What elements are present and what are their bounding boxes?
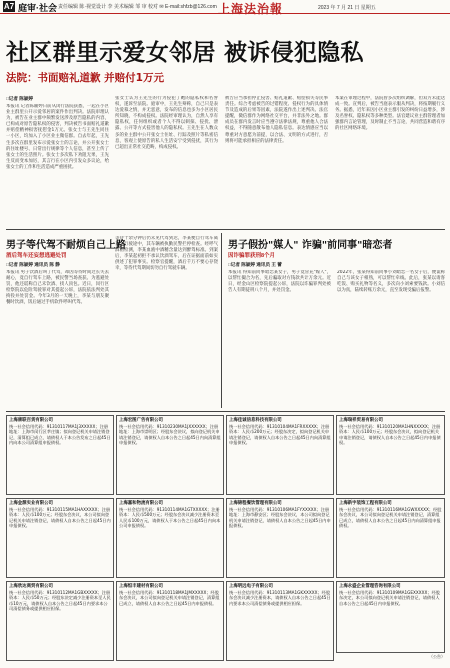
notice-title: 上海瑞祥贸易有限公司 xyxy=(339,418,383,423)
main-column-4: 本案在审理过程中，法院曾多次组织调解，但双方未能达成一致。宣判后，被告当庭表示服从判决，将按期履行义务。据悉，近年来因小区业主群引发的纠纷日益增多，涉及名誉权、隐私权等多种类型。法官建议业主群管理者加强群内言论管理，及时制止不当言论，共同营造和谐有序的社区网络环境。 xyxy=(335,96,445,132)
story3-column-2: 2022年，张某得知前同事小刘暗恋一名女子后，便谎称自己与该女子相熟，可以帮忙牵线。此后，张某以请客吃饭、购买礼物等名义，多次向小刘索要钱款。小刘信以为真，陆续转账万余元，直至发现受骗后报警。 xyxy=(337,270,445,294)
main-byline: □记者 陈颖婷 xyxy=(6,96,34,101)
story3-byline: □记者 陈颖婷 通讯员 王 蕾 xyxy=(228,262,282,267)
notice-box xyxy=(226,415,334,495)
main-headline: 社区群里示爱女邻居 被诉侵犯隐私 xyxy=(6,40,364,66)
notice-title: 上海金源实业有限公司 xyxy=(9,501,53,506)
story2-column-1: 本报讯 男子饮酒后叫了代驾，却因等待时间过长失去耐心，竟自行驾车上路，被民警当场查获。为逃避处罚，他还谎称自己未饮酒、找人顶包。近日，闵行区检察院以危险驾驶罪对其提起公诉，法院依法判处其拘役并处罚金。今年3月的一天晚上，李某与朋友聚餐时饮酒，饭后通过手机软件呼叫代驾。 xyxy=(6,270,109,306)
notice-box xyxy=(226,581,334,661)
notice-box xyxy=(336,498,445,578)
notice-box xyxy=(336,415,445,495)
notice-body: 统一社会信用代码：91310115MA1HAXXXXX；注册资本：人民币100万元；经股东会决议，本公司拟向登记机关申请注销登记，请债权人自本公告之日起45日内申报债权。 xyxy=(9,506,111,529)
story2-headline: 男子等代驾不耐烦自己上路 xyxy=(6,240,126,251)
notice-body: 统一社会信用代码：91310109MA1GEXXXXX；经股东决定，本公司拟向登记机关申请注销登记，请债权人自本公告之日起45日内申报债权。 xyxy=(339,589,440,606)
notices-column-1 xyxy=(6,415,114,662)
story2-subhead: 酒后驾车还妄想逃避处罚 xyxy=(6,253,67,259)
notice-body: 统一社会信用代码：91310117MA1J3XXXXX；注册地址：上海市闵行区莘庄镇；拟向登记机关申请注销登记，清算组已成立，请债权人于本公告发布之日起45日内向本公司清算组申报债权。 xyxy=(9,423,111,446)
notices-footer: （公告） xyxy=(429,654,445,659)
notice-box xyxy=(226,498,334,578)
notice-box xyxy=(6,581,114,661)
notice-title: 上海恒丰建材有限公司 xyxy=(119,584,163,589)
page-number: A7 xyxy=(3,2,15,11)
story3-column-1: 本报讯 得知前同事暗恋某女子，男子竟冒充"媒人"，以帮忙撮合为名，先后骗取对方钱款共计万余元。近日，经金山区检察院提起公诉，法院以诈骗罪判处被告人有期徒刑八个月，并处罚金。 xyxy=(228,270,331,294)
notice-body: 统一社会信用代码：91310116MA1GWXXXXX；经股东会决议，本公司拟向登记机关申请注销登记，清算组已成立，请债权人自本公告之日起45日内向清算组申报债权。 xyxy=(339,506,442,529)
main-column-1: 本报讯 记者陈颖婷日前从闵行法院获悉，一起在小区业主群里公开示爱邻居的案件作出判决。法院审理认为，被告在业主群中频繁发送涉及原告隐私的内容，已构成对原告隐私权的侵害，判决被告书面赔礼道歉并赔偿精神损害抚慰金1万元。张女士与王先生同住一小区，均加入了小区业主微信群。自去年起，王先生多次在群里发布示爱张女士的言论，并公开张女士的住址楼号、日常出行规律等个人信息，甚至上传了张女士的生活照片。张女士多次私下劝阻无果，王先生反而变本加厉，其言行在小区内引发众多议论，给张女士的工作和生活造成严重困扰。 xyxy=(6,104,109,170)
notice-title: 上海嘉和物流有限公司 xyxy=(119,501,163,506)
notices-column-3 xyxy=(226,415,334,662)
notice-body: 统一社会信用代码：91310118MA1JMXXXXX；经股东会决议，本公司拟向登记机关申请注销登记，清算组已成立，请债权人自本公告之日起45日内申报债权。 xyxy=(119,589,220,606)
notices-column-2 xyxy=(116,415,224,662)
notice-box xyxy=(336,581,445,653)
notice-title: 上海宏图广告有限公司 xyxy=(119,418,163,423)
notice-box xyxy=(116,498,224,578)
notice-box xyxy=(116,581,224,661)
notice-title: 上海欣达商贸有限公司 xyxy=(9,584,53,589)
notice-body: 统一社会信用代码：91310113MA1GKXXXXX；经股东会决议减少注册资本，请债权人自本公告之日起45日内要求本公司清偿债务或提供相应担保。 xyxy=(229,589,331,606)
notice-body: 统一社会信用代码：91310106MA1FYXXXXX；注册地址：上海市静安区；经股东会决议，本公司拟向登记机关申请注销登记，请债权人自本公告之日起45日内申报债权。 xyxy=(229,506,331,529)
divider xyxy=(6,229,445,230)
issue-date: 2023 年 7 月 21 日 星期五 xyxy=(318,5,376,11)
notice-box xyxy=(6,415,114,495)
notice-body: 统一社会信用代码：91310120MA1HNXXXXX；注册资本：人民币100万元；经股东会决议，拟向登记机关申请注销登记，请债权人自本公告之日起45日内申报债权。 xyxy=(339,423,441,446)
notice-title: 上海新宇装饰工程有限公司 xyxy=(339,501,392,506)
newspaper-brand: 上海法治報 xyxy=(218,2,284,16)
notice-title: 上海康联百货有限公司 xyxy=(9,418,53,423)
notice-body: 统一社会信用代码：91310104MA1FRXXXXX；注册资本：人民币200万元；经股东决定，拟向登记机关申请注销登记，请债权人自本公告之日起45日内向清算组申报债权。 xyxy=(229,423,331,446)
notice-title: 上海明远电子有限公司 xyxy=(229,584,273,589)
story2-byline: □记者 陈颖婷 通讯员 陈 静 xyxy=(6,262,60,267)
story2-column-2: 等待十余分钟后仍未见代驾到达，李某便自行驾车离开。行驶途中，其车辆被执勤民警拦停检查。经呼气酒精检测，李某血液中酒精含量达到醉驾标准。到案后，李某起初拒不承认饮酒驾车，后在证据面前如实供述了犯罪事实。检察官提醒，酒后千万不要心存侥幸，等待代驾期间切勿自行驾驶车辆。 xyxy=(115,236,218,272)
notice-box xyxy=(116,415,224,495)
main-column-3: 被告应当承担停止侵害、赔礼道歉、赔偿损失等民事责任。综合考虑被告的过错程度、侵权行为的具体情节及造成的后果等因素，法院遂作出上述判决。法官提醒，微信群作为网络社交平台，并非法外之地。群成员在群内发言时应当遵守法律法规，尊重他人合法权益，不得随意散布他人隐私信息。表达情感应当以尊重对方意愿为前提，以合法、文明的方式进行，否则将可能承担相应的法律责任。 xyxy=(225,96,328,144)
vertical-divider xyxy=(221,233,222,408)
notice-body: 统一社会信用代码：91310114MA1GTXXXXX；注册资本：人民币500万元；经股东会决议减少注册资本至人民币100万元，请债权人于本公告之日起45日内向本公司申报债权。 xyxy=(119,506,221,529)
notices-column-4 xyxy=(336,415,445,662)
main-column-2: 张女士认为王先生的行为侵犯了她的隐私权和名誉权，遂诉至法院。庭审中，王先生辩称，自己只是表达爱慕之情，并无恶意，发布的信息也多为小区居民所知晓，不构成侵权。法院经审理认为，自然人享有隐私权，任何组织或者个人不得以刺探、侵扰、泄露、公开等方式侵害他人的隐私权。王先生在人数众多的业主群中公开张女士住址、行踪及照片等私密信息，客观上使原告的私人生活安宁受到侵扰，其行为已超出正常社交范畴，构成侵权。 xyxy=(115,96,218,150)
notice-body: 统一社会信用代码：91310230MA1JXXXXXX；注册地址：上海市崇明区；经股东会决议，拟向登记机关申请注销登记，请债权人自本公告之日起45日内向清算组申报债权。 xyxy=(119,423,221,446)
section-title: 庭审·社会 xyxy=(18,3,57,13)
notice-title: 上海永盛企业管理咨询有限公司 xyxy=(339,584,401,589)
notice-title: 上海锦程餐饮管理有限公司 xyxy=(229,501,282,506)
notice-title: 上海佳诚信息科技有限公司 xyxy=(229,418,282,423)
notices-divider xyxy=(6,411,445,412)
story3-subhead: 因诈骗罪获刑8个月 xyxy=(228,253,276,259)
editor-info: 责任编辑 陈·视觉设计 李 美术编辑 邹 审 校对 ✉ E-mail:shfzb@126.com xyxy=(58,4,217,10)
story3-headline: 男子假扮"媒人" 诈骗"前同事"暗恋者 xyxy=(228,240,393,251)
notice-body: 统一社会信用代码：91310112MA1GBXXXXX；注册资本：人民币50万元；经股东决定减少注册资本至人民币10万元，请债权人自本公告之日起45日内要求本公司清偿债务或提供相应担保。 xyxy=(9,589,111,612)
notice-box xyxy=(6,498,114,578)
main-subhead: 法院：书面赔礼道歉 并赔付1万元 xyxy=(6,72,164,84)
